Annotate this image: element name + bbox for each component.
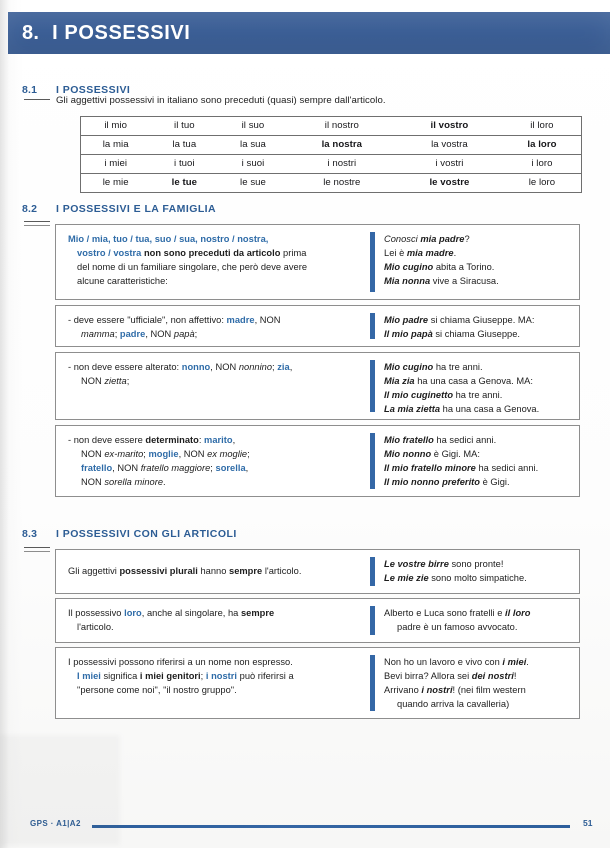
table-cell: il loro bbox=[503, 117, 581, 135]
example-item: Il mio fratello minore ha sedici anni. bbox=[384, 463, 539, 474]
rule-dash: - bbox=[68, 362, 72, 372]
section-header-8-3 bbox=[22, 528, 237, 540]
rule-clause: Il possessivo bbox=[68, 608, 122, 618]
rule-rest: prima bbox=[283, 248, 307, 259]
lead-text: Gli aggettivi possessivi in italiano sono preceduti (quasi) sempre dall'articolo. bbox=[56, 95, 386, 106]
example-item: Lei è mia madre. bbox=[384, 248, 457, 259]
table-cell: la tua bbox=[150, 135, 218, 154]
rule-keyword: I miei bbox=[77, 671, 101, 682]
table-row bbox=[81, 135, 581, 154]
page-number: 51 bbox=[583, 818, 593, 828]
section-8-1-lead bbox=[56, 95, 386, 106]
rule-keyword: padre bbox=[119, 329, 146, 340]
example-item: padre è un famoso avvocato. bbox=[397, 622, 518, 633]
table-cell: la vostra bbox=[396, 135, 503, 154]
example-item: Mio cugino ha tre anni. bbox=[384, 362, 483, 372]
rule-sep: ; bbox=[247, 449, 250, 460]
chapter-number: 8. bbox=[22, 21, 40, 44]
rule-emphasis: i miei genitori bbox=[139, 671, 201, 682]
example-list bbox=[375, 599, 579, 642]
rule-sep: , NON bbox=[112, 463, 139, 474]
rule-sep: , NON bbox=[178, 449, 205, 460]
rule-box bbox=[55, 549, 580, 594]
section-rule bbox=[24, 221, 50, 222]
rule-sep: NON bbox=[81, 477, 102, 488]
section-number: 8.3 bbox=[22, 528, 38, 540]
rule-sep: ; bbox=[200, 671, 204, 682]
rule-counterexample: mamma bbox=[81, 329, 115, 340]
rule-counterexample: ex-marito bbox=[104, 449, 144, 460]
table-cell: i suoi bbox=[218, 154, 287, 173]
rule-counterexample: sorella minore bbox=[104, 477, 164, 488]
rule-box bbox=[55, 647, 580, 719]
rule-box bbox=[55, 352, 580, 420]
rule-counterexample: papà bbox=[173, 329, 195, 340]
rule-keyword: moglie bbox=[148, 449, 179, 460]
rule-text bbox=[56, 426, 370, 496]
rule-dash: - bbox=[68, 315, 72, 325]
rule-clause: deve essere "ufficiale", non affettivo: bbox=[73, 315, 224, 325]
example-item: Arrivano i nostri! (nei film western bbox=[384, 685, 526, 696]
rule-emphasis: non sono preceduti da articolo bbox=[143, 248, 281, 259]
example-item: La mia zietta ha una casa a Genova. bbox=[384, 404, 540, 415]
example-item: Mia zia ha una casa a Genova. MA: bbox=[384, 376, 533, 387]
rule-keyword: marito bbox=[204, 435, 233, 445]
example-item: Il mio papà si chiama Giuseppe. bbox=[384, 329, 520, 340]
rule-clause: l'articolo. bbox=[264, 566, 302, 577]
rule-clause: non deve essere bbox=[73, 435, 143, 445]
table-cell: i loro bbox=[503, 154, 581, 173]
rule-keyword: zia bbox=[277, 362, 290, 372]
table-row bbox=[81, 117, 581, 135]
example-item: Mia nonna vive a Siracusa. bbox=[384, 276, 499, 287]
table-cell: il mio bbox=[81, 117, 150, 135]
table-cell: il tuo bbox=[150, 117, 218, 135]
rule-sep: ; bbox=[114, 329, 118, 340]
example-item: Mio nonno è Gigi. MA: bbox=[384, 449, 480, 460]
section-rule bbox=[24, 547, 50, 548]
rule-box bbox=[55, 425, 580, 497]
rule-clause: non deve essere alterato: bbox=[73, 362, 180, 372]
rule-sep: ; bbox=[272, 362, 275, 372]
example-list bbox=[375, 648, 579, 718]
rule-clause: significa bbox=[103, 671, 138, 682]
possessive-table bbox=[80, 116, 582, 193]
table-cell: le nostre bbox=[323, 177, 361, 189]
example-list bbox=[375, 306, 579, 346]
chapter-title: I POSSESSIVI bbox=[52, 21, 191, 44]
example-item: Non ho un lavoro e vivo con i miei. bbox=[384, 657, 529, 667]
rule-sep: , NON bbox=[254, 315, 281, 325]
rule-sep: , NON bbox=[210, 362, 237, 372]
example-item: quando arriva la cavalleria) bbox=[397, 699, 510, 710]
rule-box bbox=[55, 224, 580, 300]
rule-sep: ; bbox=[210, 463, 213, 474]
table-row bbox=[81, 154, 581, 173]
table-cell: i tuoi bbox=[150, 154, 218, 173]
example-item: Le vostre birre sono pronte! bbox=[384, 559, 504, 569]
rule-sep: ; bbox=[143, 449, 146, 460]
possessive-table-grid bbox=[81, 117, 581, 192]
rule-forms: Mio / mia, tuo / tua, suo / sua, nostro / nostra, bbox=[68, 234, 269, 244]
rule-counterexample: fratello maggiore bbox=[140, 463, 211, 474]
section-rule bbox=[24, 99, 50, 100]
table-cell: i nostri bbox=[288, 154, 396, 173]
rule-line-4: alcune caratteristiche: bbox=[77, 276, 168, 287]
example-item: Bevi birra? Allora sei dei nostri! bbox=[384, 671, 517, 682]
section-number: 8.1 bbox=[22, 84, 38, 96]
rule-sep: , bbox=[289, 362, 293, 372]
footer-label: GPS · A1|A2 bbox=[30, 819, 81, 828]
rule-text bbox=[56, 599, 370, 642]
example-list bbox=[375, 550, 579, 593]
rule-clause: I possessivi possono riferirsi a un nome non espresso. bbox=[68, 657, 293, 667]
table-cell: le sue bbox=[240, 177, 266, 189]
chapter-banner bbox=[8, 12, 610, 54]
rule-box bbox=[55, 598, 580, 643]
table-cell: le tue bbox=[171, 177, 198, 189]
rule-clause: hanno bbox=[200, 566, 227, 577]
rule-emphasis: sempre bbox=[229, 566, 263, 577]
section-number: 8.2 bbox=[22, 203, 38, 215]
rule-emphasis: possessivi plurali bbox=[119, 566, 198, 577]
footer-rule bbox=[92, 825, 570, 828]
rule-keyword: i nostri bbox=[205, 671, 238, 682]
rule-line-3: del nome di un familiare singolare, che però deve avere bbox=[77, 262, 308, 273]
table-cell: il nostro bbox=[288, 117, 396, 135]
section-header-8-2 bbox=[22, 203, 216, 215]
rule-clause: l'articolo. bbox=[77, 622, 114, 633]
rule-sep: ; bbox=[126, 376, 130, 387]
section-title: I POSSESSIVI CON GLI ARTICOLI bbox=[56, 528, 237, 540]
rule-keyword: sorella bbox=[215, 463, 246, 474]
table-cell: la loro bbox=[503, 135, 581, 154]
rule-text bbox=[56, 353, 370, 419]
rule-counterexample: nonnino bbox=[238, 362, 273, 372]
rule-clause: può riferirsi a bbox=[239, 671, 294, 682]
rule-keyword: madre bbox=[226, 315, 255, 325]
table-cell: le loro bbox=[528, 177, 556, 189]
rule-clause: "persone come noi", "il nostro gruppo". bbox=[77, 685, 237, 696]
rule-emphasis: sempre bbox=[240, 608, 275, 618]
example-list bbox=[375, 426, 579, 496]
section-title: I POSSESSIVI bbox=[56, 84, 131, 96]
rule-sep: NON bbox=[81, 376, 102, 387]
table-cell: le mie bbox=[102, 177, 129, 189]
scan-smudge bbox=[0, 735, 120, 845]
rule-emphasis: determinato bbox=[145, 435, 199, 445]
rule-sep: , NON bbox=[145, 329, 172, 340]
rule-sep: , bbox=[245, 463, 249, 474]
rule-keyword: fratello bbox=[81, 463, 113, 474]
rule-sep: . bbox=[163, 477, 166, 488]
example-item: Alberto e Luca sono fratelli e il loro bbox=[384, 608, 531, 618]
table-cell: la nostra bbox=[288, 135, 396, 154]
example-item: Conosci mia padre? bbox=[384, 234, 470, 244]
rule-text bbox=[56, 648, 370, 718]
rule-sep: ; bbox=[194, 329, 198, 340]
example-item: Mio padre si chiama Giuseppe. MA: bbox=[384, 315, 535, 325]
table-cell: il suo bbox=[218, 117, 287, 135]
rule-text bbox=[56, 225, 370, 299]
example-item: Il mio cuginetto ha tre anni. bbox=[384, 390, 503, 401]
rule-text bbox=[56, 306, 370, 346]
possessive-table-body bbox=[81, 117, 581, 192]
rule-sep: : bbox=[198, 435, 202, 445]
rule-box bbox=[55, 305, 580, 347]
section-title: I POSSESSIVI E LA FAMIGLIA bbox=[56, 203, 217, 215]
example-item: Mio cugino abita a Torino. bbox=[384, 262, 495, 273]
rule-sep: NON bbox=[81, 449, 102, 460]
table-cell: la sua bbox=[218, 135, 287, 154]
rule-sep: , anche al singolare, ha bbox=[141, 608, 239, 618]
rule-keyword: nonno bbox=[181, 362, 211, 372]
table-cell: la mia bbox=[81, 135, 150, 154]
rule-forms-2: vostro / vostra bbox=[77, 248, 142, 259]
example-item: Il mio nonno preferito è Gigi. bbox=[384, 477, 510, 488]
table-cell: il vostro bbox=[396, 117, 503, 135]
table-row bbox=[81, 173, 581, 191]
rule-keyword: loro bbox=[124, 608, 142, 618]
table-cell: i vostri bbox=[396, 154, 503, 173]
example-list bbox=[375, 353, 579, 419]
table-cell: le vostre bbox=[429, 177, 470, 189]
rule-dash: - bbox=[68, 435, 72, 445]
rule-sep: , bbox=[232, 435, 236, 445]
example-item: Mio fratello ha sedici anni. bbox=[384, 435, 497, 445]
example-item: Le mie zie sono molto simpatiche. bbox=[384, 573, 527, 584]
rule-clause: Gli aggettivi bbox=[68, 566, 117, 577]
table-cell: i miei bbox=[81, 154, 150, 173]
rule-counterexample: zietta bbox=[104, 376, 127, 387]
example-list bbox=[375, 225, 579, 299]
rule-counterexample: ex moglie bbox=[207, 449, 248, 460]
rule-text bbox=[56, 550, 370, 593]
